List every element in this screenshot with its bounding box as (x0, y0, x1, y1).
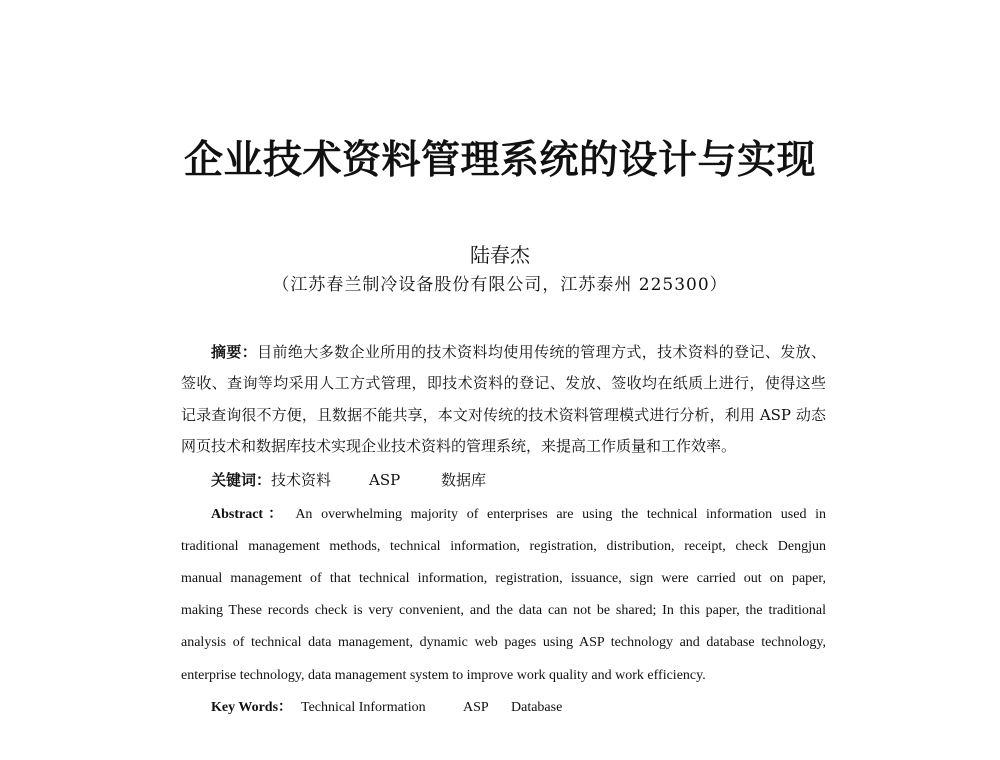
abstract-cn-line (211, 342, 826, 362)
abstract-en-text: An overwhelming majority of enterprises are using the technical information used in (295, 507, 826, 522)
abstract-en-line: enterprise technology, data management system to improve work quality and work efficiency. (181, 668, 706, 683)
keywords-cn (211, 470, 486, 490)
abstract-en-line (211, 505, 826, 525)
keyword-en-item: Technical Information (301, 700, 426, 715)
keywords-en (211, 698, 562, 718)
abstract-cn-line: 网页技术和数据库技术实现企业技术资料的管理系统，来提高工作质量和工作效率。 (181, 437, 737, 455)
author-affiliation: （江苏春兰制冷设备股份有限公司，江苏泰州 225300） (272, 275, 728, 295)
keyword-en-item: ASP (463, 700, 489, 715)
keywords-en-label: Key Words： (211, 700, 293, 715)
abstract-cn-text: 目前绝大多数企业所用的技术资料均使用传统的管理方式，技术资料的登记、发放、 (257, 343, 826, 361)
abstract-en-label: Abstract： (211, 507, 288, 522)
keyword-en-item: Database (511, 700, 563, 715)
keyword-cn-item: 数据库 (441, 471, 487, 489)
keyword-cn-item: 技术资料 (271, 471, 332, 489)
keyword-cn-item: ASP (369, 471, 401, 489)
abstract-cn-label: 摘要： (211, 343, 258, 361)
author-name: 陆春杰 (470, 243, 530, 267)
abstract-en-line: making These records check is very convenient, and the data can not be shared; In this paper, the traditional (181, 603, 826, 618)
abstract-cn-line: 签收、查询等均采用人工方式管理，即技术资料的登记、发放、签收均在纸质上进行，使得这些 (181, 374, 826, 392)
paper-title: 企业技术资料管理系统的设计与实现 (183, 137, 816, 183)
keywords-cn-label: 关键词： (211, 471, 272, 489)
abstract-en-line: traditional management methods, technical information, registration, distribution, receipt, check Dengjun (181, 539, 826, 554)
abstract-en-line: manual management of that technical information, registration, issuance, sign were carried out on paper, (181, 571, 826, 586)
abstract-cn-line: 记录查询很不方便，且数据不能共享，本文对传统的技术资料管理模式进行分析，利用 ASP 动态 (181, 406, 826, 424)
abstract-en-line: analysis of technical data management, dynamic web pages using ASP technology and database technology, (181, 635, 826, 650)
